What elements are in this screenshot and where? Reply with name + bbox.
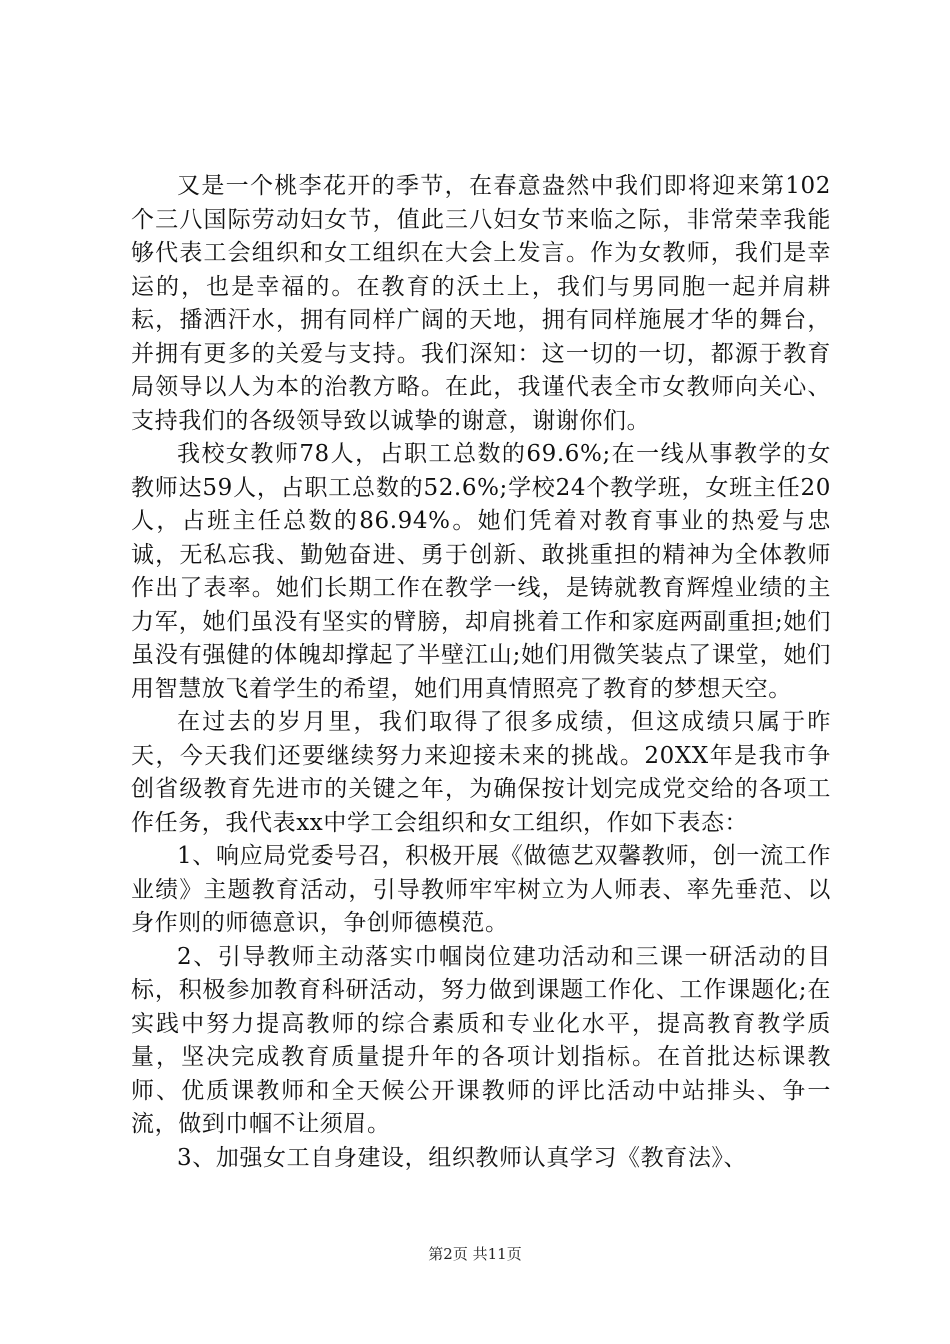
document-body — [131, 170, 831, 1175]
paragraph-intro: 又是一个桃李花开的季节，在春意盎然中我们即将迎来第102个三八国际劳动妇女节，值此三八妇女节来临之际，非常荣幸我能够代表工会组织和女工组织在大会上发言。作为女教师，我们是幸运的，也是幸福的。在教育的沃土上，我们与男同胞一起并肩耕耘，播洒汗水，拥有同样广阔的天地，拥有同样施展才华的舞台，并拥有更多的关爱与支持。我们深知：这一切的一切，都源于教育局领导以人为本的治教方略。在此，我谨代表全市女教师向关心、支持我们的各级领导致以诚挚的谢意，谢谢你们。 — [131, 173, 831, 434]
paragraph-item-2: 2、引导教师主动落实巾帼岗位建功活动和三课一研活动的目标，积极参加教育科研活动，努力做到课题工作化、工作课题化;在实践中努力提高教师的综合素质和专业化水平，提高教育教学质量，坚决完成教育质量提升年的各项计划指标。在首批达标课教师、优质课教师和全天候公开课教师的评比活动中站排头、争一流，做到巾帼不让须眉。 — [131, 943, 831, 1137]
paragraph-item-3: 3、加强女工自身建设，组织教师认真学习《教育法》、 — [177, 1144, 748, 1171]
paragraph-statistics: 我校女教师78人，占职工总数的69.6%;在一线从事教学的女教师达59人，占职工总数的52.6%;学校24个教学班，女班主任20人，占班主任总数的86.94%。她们凭着对教育事业的热爱与忠诚，无私忘我、勤勉奋进、勇于创新、敢挑重担的精神为全体教师作出了表率。她们长期工作在教学一线，是铸就教育辉煌业绩的主力军，她们虽没有坚实的臂膀，却肩挑着工作和家庭两副重担;她们虽没有强健的体魄却撑起了半壁江山;她们用微笑装点了课堂，她们用智慧放飞着学生的希望，她们用真情照亮了教育的梦想天空。 — [131, 441, 831, 702]
paragraph-item-1: 1、响应局党委号召，积极开展《做德艺双馨教师，创一流工作业绩》主题教育活动，引导教师牢牢树立为人师表、率先垂范、以身作则的师德意识，争创师德模范。 — [131, 843, 831, 936]
page-number-footer: 第2页 共11页 — [428, 1245, 522, 1263]
paragraph-pledge-intro: 在过去的岁月里，我们取得了很多成绩，但这成绩只属于昨天，今天我们还要继续努力来迎接未来的挑战。20XX年是我市争创省级教育先进市的关键之年，为确保按计划完成党交给的各项工作任务，我代表xx中学工会组织和女工组织，作如下表态： — [131, 709, 831, 836]
